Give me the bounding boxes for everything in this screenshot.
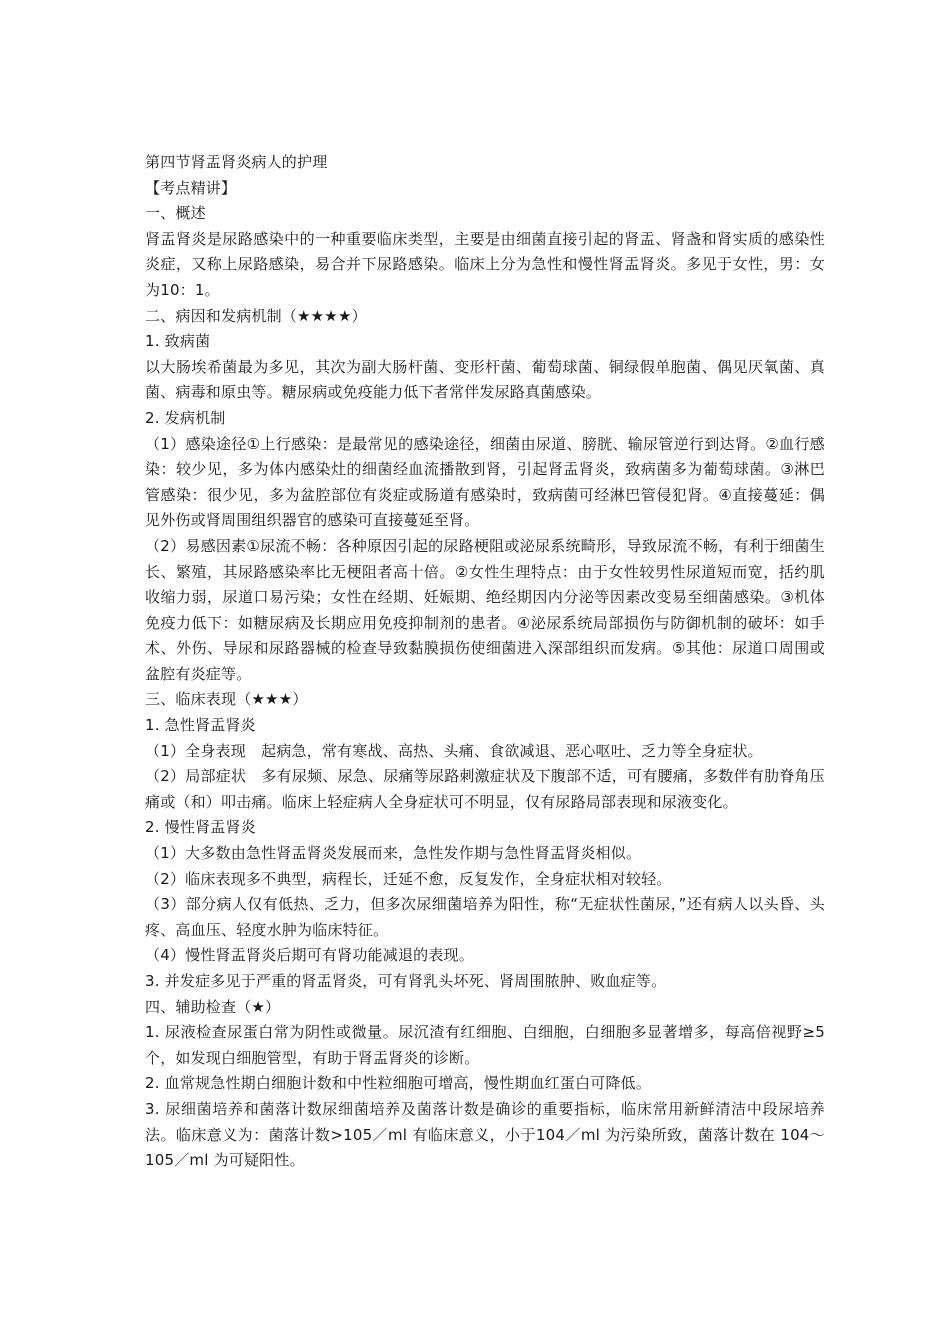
heading-overview: 一、概述 bbox=[145, 204, 206, 223]
paragraph-chronic-4: （4）慢性肾盂肾炎后期可有肾功能减退的表现。 bbox=[145, 946, 474, 965]
heading-exams: 四、辅助检查（★） bbox=[145, 997, 281, 1016]
paragraph-complications: 3. 并发症多见于严重的肾盂肾炎，可有肾乳头坏死、肾周围脓肿、败血症等。 bbox=[145, 972, 667, 990]
subheading-mechanism: 2. 发病机制 bbox=[145, 408, 226, 427]
paragraph-local: （2）局部症状 多有尿频、尿急、尿痛等尿路刺激症状及下腹部不适，可有腰痛，多数伴有肋脊角压痛或（和）叩击痛。临床上轻症病人全身症状可不明显，仅有尿路局部表现和尿液变化。 bbox=[145, 767, 825, 811]
subheading-chronic: 2. 慢性肾盂肾炎 bbox=[145, 818, 256, 837]
paragraph-key-points: 【考点精讲】 bbox=[145, 178, 237, 197]
paragraph-blood-routine: 2. 血常规急性期白细胞计数和中性粒细胞可增高，慢性期血红蛋白可降低。 bbox=[145, 1074, 652, 1093]
paragraph-chronic-1: （1）大多数由急性肾盂肾炎发展而来，急性发作期与急性肾盂肾炎相似。 bbox=[145, 844, 642, 863]
page-title: 第四节肾盂肾炎病人的护理 bbox=[145, 153, 328, 171]
paragraph-overview: 肾盂肾炎是尿路感染中的一种重要临床类型，主要是由细菌直接引起的肾盂、肾盏和肾实质的感染性炎症，又称上尿路感染，易合并下尿路感染。临床上分为急性和慢性肾盂肾炎。多见于女性，男：女为10：1。 bbox=[145, 229, 825, 299]
paragraph-culture: 3. 尿细菌培养和菌落计数尿细菌培养及菌落计数是确诊的重要指标，临床常用新鲜清洁中段尿培养法。临床意义为：菌落计数>105／ml 有临床意义，小于104／ml 为污染所致，菌落计数在 104～105／ml 为可疑阳性。 bbox=[145, 1099, 825, 1170]
heading-etiology: 二、病因和发病机制（★★★★） bbox=[145, 306, 367, 325]
paragraph-urinalysis: 1. 尿液检查尿蛋白常为阴性或微量。尿沉渣有红细胞、白细胞，白细胞多显著增多，每高倍视野≥5个，如发现白细胞管型，有助于肾盂肾炎的诊断。 bbox=[145, 1023, 825, 1067]
paragraph-risk-factors: （2）易感因素①尿流不畅：各种原因引起的尿路梗阻或泌尿系统畸形，导致尿流不畅，有利于细菌生长、繁殖，其尿路感染率比无梗阻者高十倍。②女性生理特点：由于女性较男性尿道短而宽，括约肌收缩力弱，尿道口易污染；女性在经期、妊娠期、绝经期因内分泌等因素改变易至细菌感染。③机体免疫力低下：如糖尿病及长期应用免疫抑制剂的患者。④泌尿系统局部损伤与防御机制的破坏：如手术、外伤、导尿和尿路器械的检查导致黏膜损伤使细菌进入深部组织而发病。⑤其他：尿道口周围或盆腔有炎症等。 bbox=[145, 536, 825, 683]
document-page bbox=[145, 150, 825, 1174]
heading-clinical: 三、临床表现（★★★） bbox=[145, 690, 308, 709]
paragraph-systemic: （1）全身表现 起病急，常有寒战、高热、头痛、食欲减退、恶心呕吐、乏力等全身症状。 bbox=[145, 741, 763, 760]
paragraph-pathogen: 以大肠埃希菌最为多见，其次为副大肠杆菌、变形杆菌、葡萄球菌、铜绿假单胞菌、偶见厌氧菌、真菌、病毒和原虫等。糖尿病或免疫能力低下者常伴发尿路真菌感染。 bbox=[145, 357, 825, 402]
paragraph-chronic-2: （2）临床表现多不典型，病程长，迁延不愈，反复发作，全身症状相对较轻。 bbox=[145, 869, 672, 888]
paragraph-chronic-3: （3）部分病人仅有低热、乏力，但多次尿细菌培养为阳性，称“无症状性菌尿，”还有病人以头昏、头疼、高血压、轻度水肿为临床特征。 bbox=[145, 895, 825, 939]
paragraph-infection-route: （1）感染途径①上行感染：是最常见的感染途径，细菌由尿道、膀胱、输尿管逆行到达肾。②血行感染：较少见，多为体内感染灶的细菌经血流播散到肾，引起肾盂肾炎，致病菌多为葡萄球菌。③淋巴管感染：很少见，多为盆腔部位有炎症或肠道有感染时，致病菌可经淋巴管侵犯肾。④直接蔓延：偶见外伤或肾周围组织器官的感染可直接蔓延至肾。 bbox=[145, 434, 825, 530]
subheading-pathogen: 1. 致病菌 bbox=[145, 332, 211, 351]
subheading-acute: 1. 急性肾盂肾炎 bbox=[145, 716, 256, 735]
